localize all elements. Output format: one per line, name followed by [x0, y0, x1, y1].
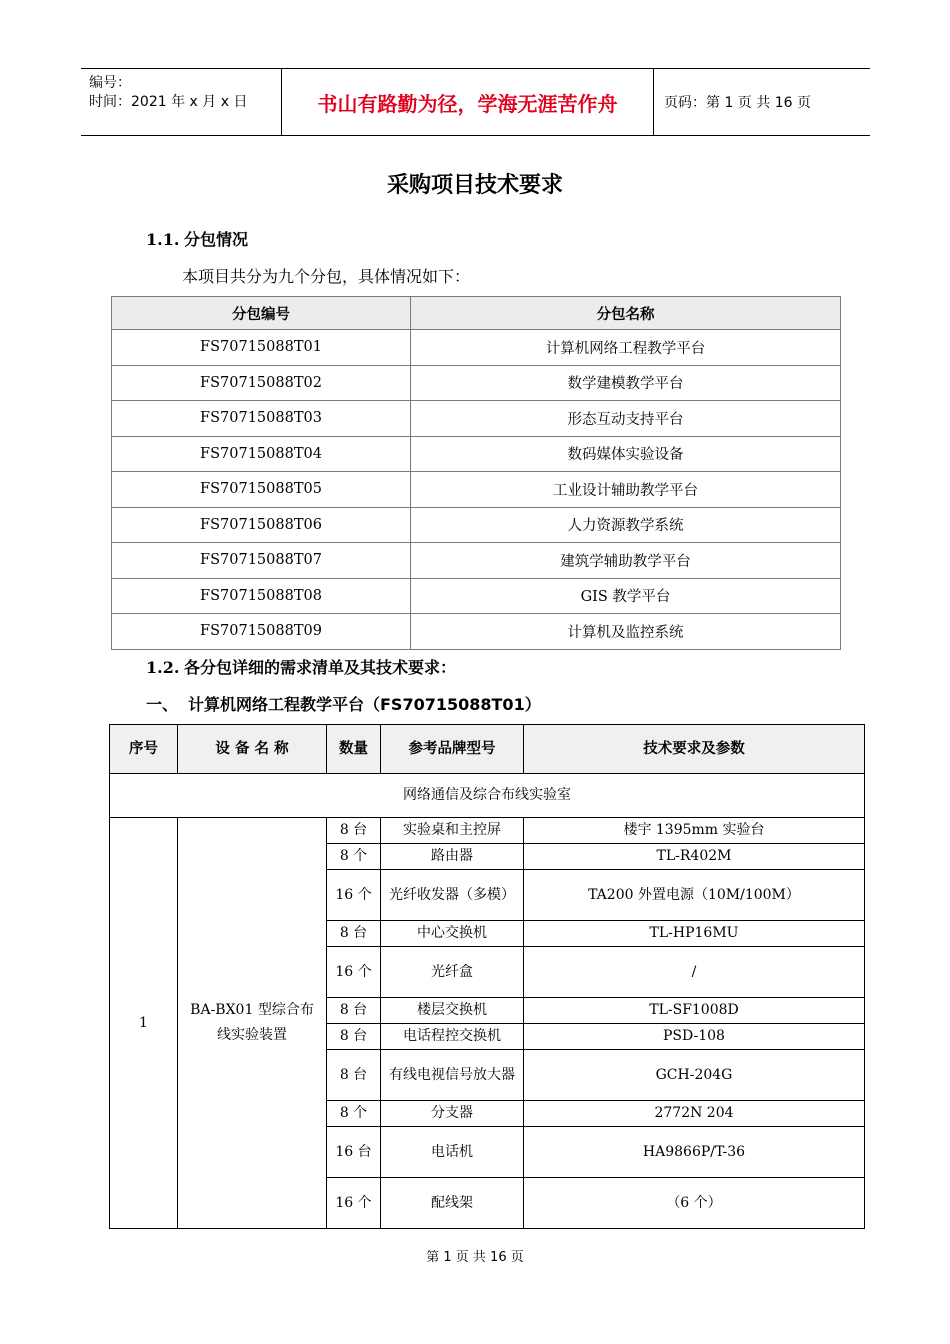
spec-cell: 2772N 204: [524, 1101, 865, 1127]
header-motto: 书山有路勤为径，学海无涯苦作舟: [282, 69, 654, 135]
package-row: [112, 578, 841, 614]
model-cell: 楼层交换机: [381, 998, 524, 1024]
equipment-table-header: [110, 725, 865, 774]
page-header: [81, 68, 870, 136]
model-cell: 有线电视信号放大器: [381, 1050, 524, 1101]
packages-table-body: [112, 297, 841, 650]
equipment-table-body: [110, 725, 865, 1229]
spec-cell: TA200 外置电源（10M/100M）: [524, 870, 865, 921]
package-name-cell: 计算机网络工程教学平台: [411, 330, 841, 366]
model-cell: 分支器: [381, 1101, 524, 1127]
spec-cell: TL-SF1008D: [524, 998, 865, 1024]
package-name-cell: 人力资源教学系统: [411, 507, 841, 543]
page-footer: 第 1 页 共 16 页: [426, 1250, 524, 1265]
quantity-cell: 8 台: [327, 998, 381, 1024]
column-header: 参考品牌型号: [381, 725, 524, 774]
package-name-cell: 数码媒体实验设备: [411, 436, 841, 472]
column-header: 数量: [327, 725, 381, 774]
spec-cell: GCH-204G: [524, 1050, 865, 1101]
header-page-number: 页码：第 1 页 共 16 页: [664, 95, 811, 111]
package-row: [112, 365, 841, 401]
item-number-cell: 1: [110, 818, 178, 1229]
intro-paragraph: 本项目共分为九个分包，具体情况如下：: [182, 267, 471, 286]
column-header: 分包编号: [112, 297, 411, 330]
package-name-cell: 计算机及监控系统: [411, 614, 841, 650]
package-row: [112, 472, 841, 508]
quantity-cell: 16 个: [327, 870, 381, 921]
package-code-cell: FS70715088T01: [112, 330, 411, 366]
header-code: 编号：: [89, 75, 131, 91]
quantity-cell: 8 台: [327, 921, 381, 947]
quantity-cell: 8 个: [327, 1101, 381, 1127]
package-code-cell: FS70715088T07: [112, 543, 411, 579]
package-row: [112, 436, 841, 472]
quantity-cell: 8 台: [327, 1050, 381, 1101]
model-cell: 路由器: [381, 844, 524, 870]
lab-section-name: 网络通信及综合布线实验室: [110, 774, 865, 818]
section-heading-1-1: [146, 227, 248, 250]
equipment-row: [110, 818, 865, 844]
package-code-cell: FS70715088T05: [112, 472, 411, 508]
subsection-number: 一、: [146, 695, 179, 714]
model-cell: 实验桌和主控屏: [381, 818, 524, 844]
spec-cell: TL-HP16MU: [524, 921, 865, 947]
model-cell: 光纤盒: [381, 947, 524, 998]
quantity-cell: 8 台: [327, 818, 381, 844]
header-date: 时间：2021 年 x 月 x 日: [89, 94, 248, 110]
spec-cell: HA9866P/T-36: [524, 1127, 865, 1178]
quantity-cell: 8 个: [327, 844, 381, 870]
package-code-cell: FS70715088T02: [112, 365, 411, 401]
package-row: [112, 507, 841, 543]
lab-section-row: [110, 774, 865, 818]
package-name-cell: 建筑学辅助教学平台: [411, 543, 841, 579]
section-number: 1.1.: [146, 230, 180, 249]
section-number: 1.2.: [146, 658, 180, 677]
package-name-cell: 数学建模教学平台: [411, 365, 841, 401]
spec-cell: TL-R402M: [524, 844, 865, 870]
package-code-cell: FS70715088T04: [112, 436, 411, 472]
header-info-cell: [81, 69, 282, 135]
package-code-cell: FS70715088T09: [112, 614, 411, 650]
spec-cell: /: [524, 947, 865, 998]
package-code-cell: FS70715088T03: [112, 401, 411, 437]
package-name-cell: 工业设计辅助教学平台: [411, 472, 841, 508]
quantity-cell: 16 个: [327, 1178, 381, 1229]
package-name-cell: GIS 教学平台: [411, 578, 841, 614]
column-header: 序号: [110, 725, 178, 774]
quantity-cell: 16 个: [327, 947, 381, 998]
package-code-cell: FS70715088T08: [112, 578, 411, 614]
column-header: 设 备 名 称: [178, 725, 327, 774]
package-row: [112, 401, 841, 437]
model-cell: 电话程控交换机: [381, 1024, 524, 1050]
column-header: 分包名称: [411, 297, 841, 330]
packages-table: [111, 296, 841, 650]
subsection-text: 计算机网络工程教学平台（FS70715088T01）: [188, 695, 541, 714]
equipment-table: [109, 724, 865, 1229]
section-text: 各分包详细的需求清单及其技术要求：: [184, 658, 457, 677]
package-row: [112, 330, 841, 366]
model-cell: 配线架: [381, 1178, 524, 1229]
package-code-cell: FS70715088T06: [112, 507, 411, 543]
section-heading-1-2: [146, 655, 456, 678]
spec-cell: 楼宇 1395mm 实验台: [524, 818, 865, 844]
model-cell: 光纤收发器（多模）: [381, 870, 524, 921]
quantity-cell: 16 台: [327, 1127, 381, 1178]
column-header: 技术要求及参数: [524, 725, 865, 774]
package-row: [112, 614, 841, 650]
spec-cell: PSD-108: [524, 1024, 865, 1050]
device-name-cell: BA-BX01 型综合布线实验装置: [178, 818, 327, 1229]
package-row: [112, 543, 841, 579]
packages-table-header: [112, 297, 841, 330]
section-text: 分包情况: [184, 230, 249, 249]
spec-cell: （6 个）: [524, 1178, 865, 1229]
quantity-cell: 8 台: [327, 1024, 381, 1050]
package-name-cell: 形态互动支持平台: [411, 401, 841, 437]
model-cell: 中心交换机: [381, 921, 524, 947]
model-cell: 电话机: [381, 1127, 524, 1178]
subsection-heading-1: [146, 692, 541, 715]
document-title: 采购项目技术要求: [386, 173, 563, 198]
